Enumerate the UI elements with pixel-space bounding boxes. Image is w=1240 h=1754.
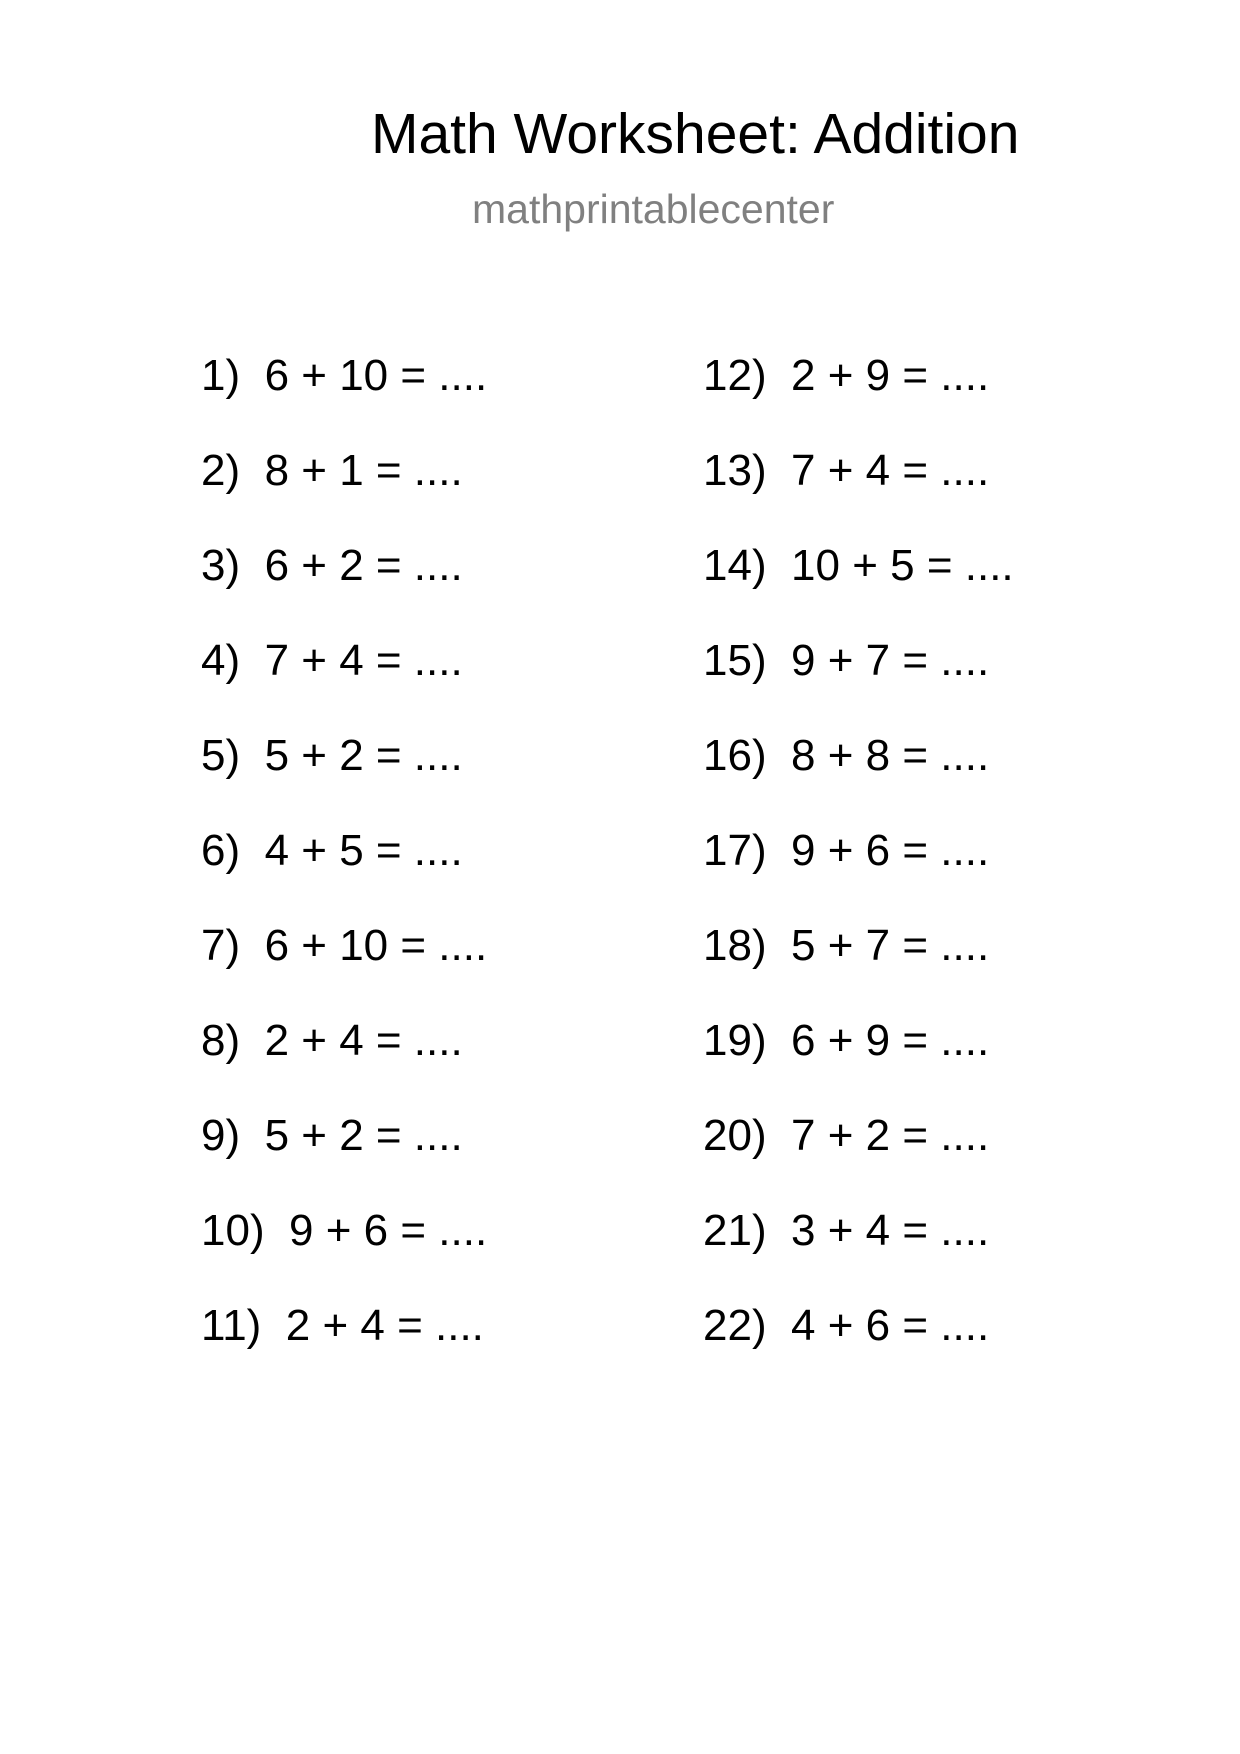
problem-13: 13) 7 + 4 = .... [703, 446, 990, 495]
problem-18: 18) 5 + 7 = .... [703, 921, 990, 970]
problem-2: 2) 8 + 1 = .... [201, 446, 463, 495]
problem-column-left [201, 346, 701, 1391]
problem-22: 22) 4 + 6 = .... [703, 1301, 990, 1350]
worksheet-source: mathprintablecenter [472, 186, 835, 232]
problem-17: 17) 9 + 6 = .... [703, 826, 990, 875]
problem-4: 4) 7 + 4 = .... [201, 636, 463, 685]
problem-7: 7) 6 + 10 = .... [201, 921, 488, 970]
problem-3: 3) 6 + 2 = .... [201, 541, 463, 590]
problem-21: 21) 3 + 4 = .... [703, 1206, 990, 1255]
problem-9: 9) 5 + 2 = .... [201, 1111, 463, 1160]
problem-15: 15) 9 + 7 = .... [703, 636, 990, 685]
problem-19: 19) 6 + 9 = .... [703, 1016, 990, 1065]
problem-12: 12) 2 + 9 = .... [703, 351, 990, 400]
problem-6: 6) 4 + 5 = .... [201, 826, 463, 875]
problem-5: 5) 5 + 2 = .... [201, 731, 463, 780]
problem-16: 16) 8 + 8 = .... [703, 731, 990, 780]
problem-10: 10) 9 + 6 = .... [201, 1206, 488, 1255]
worksheet-title: Math Worksheet: Addition [371, 102, 1020, 166]
problem-14: 14) 10 + 5 = .... [703, 541, 1014, 590]
problem-11: 11) 2 + 4 = .... [201, 1301, 484, 1350]
problem-20: 20) 7 + 2 = .... [703, 1111, 990, 1160]
problem-column-right [703, 346, 1203, 1391]
problem-8: 8) 2 + 4 = .... [201, 1016, 463, 1065]
problem-1: 1) 6 + 10 = .... [201, 351, 488, 400]
